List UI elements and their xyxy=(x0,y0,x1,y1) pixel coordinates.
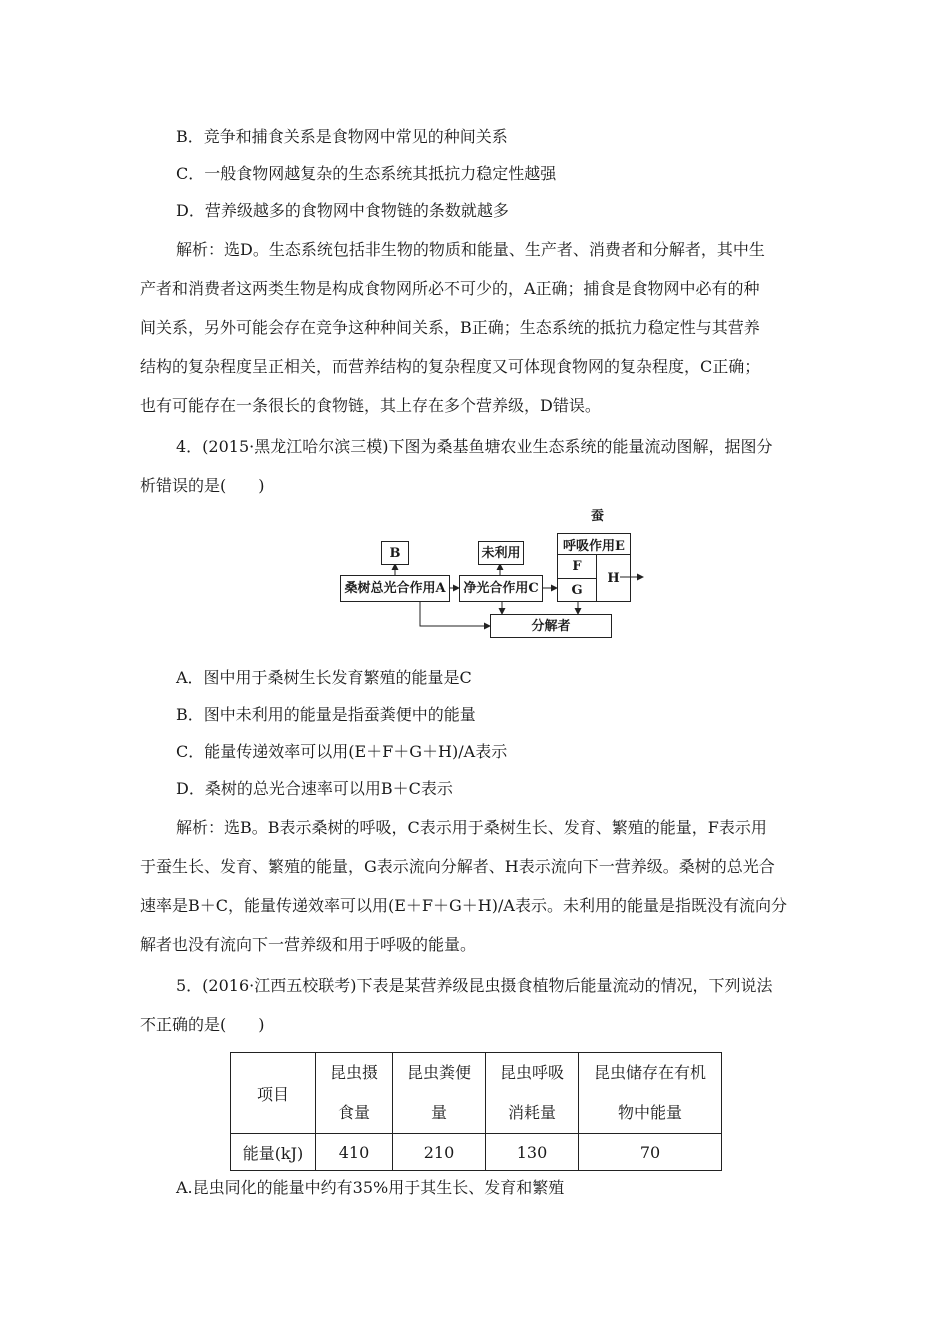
header-item: 项目 xyxy=(231,1053,316,1134)
silkworm-label: 蚕 xyxy=(591,509,605,524)
table-header-row xyxy=(231,1053,722,1134)
q3-analysis-line: 产者和消费者这两类生物是构成食物网所必不可少的，A正确；捕食是食物网中必有的种 xyxy=(140,279,760,298)
q3-option-b: B．竞争和捕食关系是食物网中常见的种间关系 xyxy=(176,127,508,146)
q4-analysis-line: 解者也没有流向下一营养级和用于呼吸的能量。 xyxy=(140,935,477,954)
q4-stem-line: 4．(2015·黑龙江哈尔滨三模)下图为桑基鱼塘农业生态系统的能量流动图解，据图分 xyxy=(176,437,773,456)
q4-analysis-line: 解析：选B。B表示桑树的呼吸，C表示用于桑树生长、发育、繁殖的能量，F表示用 xyxy=(176,818,767,837)
q5-stem-line: 5．(2016·江西五校联考)下表是某营养级昆虫摄食植物后能量流动的情况，下列说法 xyxy=(176,976,773,995)
q4-analysis-line: 于蚕生长、发育、繁殖的能量，G表示流向分解者、H表示流向下一营养级。桑树的总光合 xyxy=(140,857,775,876)
q3-analysis-line: 间关系，另外可能会存在竞争这种种间关系，B正确；生态系统的抵抗力稳定性与其营养 xyxy=(140,318,760,337)
q3-option-c: C．一般食物网越复杂的生态系统其抵抗力稳定性越强 xyxy=(176,164,557,183)
q3-analysis-line: 结构的复杂程度呈正相关，而营养结构的复杂程度又可体现食物网的复杂程度，C正确； xyxy=(140,357,761,376)
energy-table xyxy=(230,1052,722,1171)
box-decomposer: 分解者 xyxy=(490,614,612,638)
box-g: G xyxy=(558,579,597,601)
q4-option-d: D．桑树的总光合速率可以用B＋C表示 xyxy=(176,779,453,798)
q4-option-b: B．图中未利用的能量是指蚕粪便中的能量 xyxy=(176,705,476,724)
box-b: B xyxy=(381,541,409,565)
q3-option-d: D．营养级越多的食物网中食物链的条数就越多 xyxy=(176,201,509,220)
header-stored: 昆虫储存在有机 物中能量 xyxy=(579,1053,722,1134)
q4-stem-line: 析错误的是( ) xyxy=(140,476,265,495)
q4-analysis-line: 速率是B＋C，能量传递效率可以用(E＋F＋G＋H)/A表示。未利用的能量是指既没有流向分 xyxy=(140,896,787,915)
header-intake: 昆虫摄 食量 xyxy=(316,1053,393,1134)
header-feces: 昆虫粪便 量 xyxy=(393,1053,486,1134)
q3-analysis-line: 也有可能存在一条很长的食物链，其上存在多个营养级，D错误。 xyxy=(140,396,601,415)
q4-option-a: A．图中用于桑树生长发育繁殖的能量是C xyxy=(176,668,472,687)
box-f: F xyxy=(558,555,597,579)
silkworm-box xyxy=(557,533,631,602)
row-label: 能量(kJ) xyxy=(231,1134,316,1171)
header-respiration: 昆虫呼吸 消耗量 xyxy=(486,1053,579,1134)
box-h: H xyxy=(607,570,620,586)
q5-option-a: A.昆虫同化的能量中约有35%用于其生长、发育和繁殖 xyxy=(176,1178,565,1197)
q5-stem-line: 不正确的是( ) xyxy=(140,1015,265,1034)
box-net-photosynthesis: 净光合作用C xyxy=(459,575,543,602)
box-mulberry-photosynthesis: 桑树总光合作用A xyxy=(340,575,450,602)
table-cell: 130 xyxy=(486,1134,579,1171)
energy-flow-diagram xyxy=(335,505,655,645)
table-row xyxy=(231,1134,722,1171)
q3-analysis-line: 解析：选D。生态系统包括非生物的物质和能量、生产者、消费者和分解者，其中生 xyxy=(176,240,765,259)
box-respiration: 呼吸作用E xyxy=(558,534,630,555)
table-cell: 210 xyxy=(393,1134,486,1171)
box-unused: 未利用 xyxy=(478,541,524,565)
table-cell: 410 xyxy=(316,1134,393,1171)
q4-option-c: C．能量传递效率可以用(E＋F＋G＋H)/A表示 xyxy=(176,742,508,761)
table-cell: 70 xyxy=(579,1134,722,1171)
